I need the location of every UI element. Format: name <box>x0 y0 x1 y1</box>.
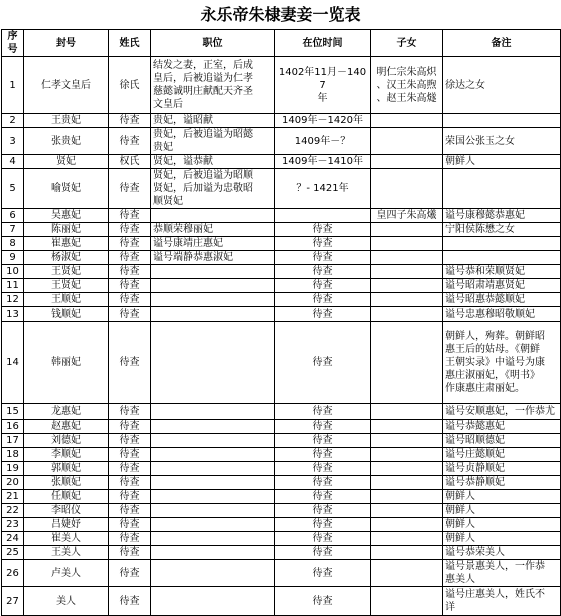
cell-surname: 权氏 <box>109 155 151 169</box>
cell-rank: 王贤妃 <box>24 265 109 279</box>
table-row <box>2 462 561 476</box>
cell-tenure: 待查 <box>275 420 371 434</box>
cell-seq: 16 <box>2 420 24 434</box>
cell-position <box>151 462 275 476</box>
cell-tenure: 1409年－1410年 <box>275 155 371 169</box>
cell-rank: 吕婕妤 <box>24 518 109 532</box>
table-row <box>2 476 561 490</box>
cell-children <box>371 462 443 476</box>
cell-surname: 待查 <box>109 476 151 490</box>
cell-tenure: 待查 <box>275 251 371 265</box>
cell-surname: 待查 <box>109 448 151 462</box>
cell-seq: 11 <box>2 279 24 293</box>
cell-seq: 6 <box>2 209 24 223</box>
header-rank: 封号 <box>24 30 109 57</box>
cell-tenure: 待查 <box>275 587 371 616</box>
cell-children <box>371 322 443 404</box>
cell-remarks <box>443 251 561 265</box>
cell-rank: 王贤妃 <box>24 279 109 293</box>
cell-tenure: 1409年－？ <box>275 128 371 155</box>
cell-seq: 1 <box>2 57 24 114</box>
cell-surname: 待查 <box>109 490 151 504</box>
cell-rank: 赵惠妃 <box>24 420 109 434</box>
cell-position <box>151 448 275 462</box>
cell-rank: 郭顺妃 <box>24 462 109 476</box>
table-row <box>2 518 561 532</box>
cell-remarks: 谥号忠惠穆昭敬顺妃 <box>443 307 561 322</box>
cell-tenure: 待查 <box>275 265 371 279</box>
header-children: 子女 <box>371 30 443 57</box>
cell-position: 谥号端静恭惠淑妃 <box>151 251 275 265</box>
table-row <box>2 448 561 462</box>
cell-surname: 待查 <box>109 279 151 293</box>
cell-children <box>371 504 443 518</box>
cell-position <box>151 404 275 420</box>
cell-position <box>151 265 275 279</box>
consorts-table <box>1 29 561 616</box>
cell-remarks: 谥号昭肃靖惠贤妃 <box>443 279 561 293</box>
cell-children <box>371 279 443 293</box>
cell-remarks: 谥号康穆懿恭惠妃 <box>443 209 561 223</box>
table-row <box>2 560 561 587</box>
cell-rank: 仁孝文皇后 <box>24 57 109 114</box>
cell-seq: 26 <box>2 560 24 587</box>
cell-seq: 18 <box>2 448 24 462</box>
cell-rank: 吴惠妃 <box>24 209 109 223</box>
cell-position <box>151 587 275 616</box>
cell-seq: 4 <box>2 155 24 169</box>
cell-remarks: 宁阳侯陈懋之女 <box>443 223 561 237</box>
cell-seq: 19 <box>2 462 24 476</box>
table-row <box>2 587 561 616</box>
cell-rank: 张贵妃 <box>24 128 109 155</box>
table-row <box>2 307 561 322</box>
cell-remarks: 朝鲜人 <box>443 532 561 546</box>
header-surname: 姓氏 <box>109 30 151 57</box>
cell-remarks: 朝鲜人，殉葬。朝鲜昭 惠王后的姑母。《朝鲜 王朝实录》中谥号为康 惠庄淑丽妃，《明书》 作康惠庄肃丽妃。 <box>443 322 561 404</box>
cell-tenure: 待查 <box>275 504 371 518</box>
cell-tenure: 待查 <box>275 223 371 237</box>
cell-position <box>151 560 275 587</box>
cell-children <box>371 532 443 546</box>
cell-tenure: 待查 <box>275 532 371 546</box>
cell-surname: 待查 <box>109 587 151 616</box>
cell-tenure: 待查 <box>275 293 371 307</box>
cell-position <box>151 420 275 434</box>
cell-position <box>151 490 275 504</box>
cell-surname: 待查 <box>109 560 151 587</box>
table-row <box>2 237 561 251</box>
cell-surname: 待查 <box>109 307 151 322</box>
cell-seq: 23 <box>2 518 24 532</box>
cell-seq: 22 <box>2 504 24 518</box>
cell-position <box>151 518 275 532</box>
cell-surname: 待查 <box>109 114 151 128</box>
cell-remarks: 谥号贞静顺妃 <box>443 462 561 476</box>
header-tenure: 在位时间 <box>275 30 371 57</box>
cell-tenure: 1402年11月－1407 年 <box>275 57 371 114</box>
cell-children <box>371 448 443 462</box>
cell-rank: 喻贤妃 <box>24 169 109 209</box>
cell-remarks: 谥号景惠美人，一作恭 惠美人 <box>443 560 561 587</box>
table-row <box>2 265 561 279</box>
table-row <box>2 114 561 128</box>
table-row <box>2 155 561 169</box>
cell-children <box>371 560 443 587</box>
cell-rank: 陈丽妃 <box>24 223 109 237</box>
cell-remarks: 朝鲜人 <box>443 504 561 518</box>
cell-remarks: 谥号恭荣美人 <box>443 546 561 560</box>
cell-rank: 王贵妃 <box>24 114 109 128</box>
cell-seq: 15 <box>2 404 24 420</box>
cell-tenure: 待查 <box>275 434 371 448</box>
cell-position <box>151 307 275 322</box>
header-position: 职位 <box>151 30 275 57</box>
cell-seq: 24 <box>2 532 24 546</box>
cell-tenure <box>275 209 371 223</box>
cell-remarks: 徐达之女 <box>443 57 561 114</box>
table-row <box>2 546 561 560</box>
cell-position <box>151 279 275 293</box>
cell-children <box>371 420 443 434</box>
cell-seq: 7 <box>2 223 24 237</box>
cell-remarks: 朝鲜人 <box>443 155 561 169</box>
cell-rank: 张顺妃 <box>24 476 109 490</box>
cell-seq: 12 <box>2 293 24 307</box>
cell-tenure: 待查 <box>275 237 371 251</box>
cell-children <box>371 587 443 616</box>
cell-remarks: 谥号恭和荣顺贤妃 <box>443 265 561 279</box>
cell-tenure: 待查 <box>275 448 371 462</box>
cell-position <box>151 546 275 560</box>
cell-seq: 3 <box>2 128 24 155</box>
cell-surname: 待查 <box>109 169 151 209</box>
cell-position: 谥号康靖庄惠妃 <box>151 237 275 251</box>
cell-seq: 25 <box>2 546 24 560</box>
cell-children <box>371 434 443 448</box>
cell-children <box>371 404 443 420</box>
cell-seq: 9 <box>2 251 24 265</box>
cell-surname: 待查 <box>109 237 151 251</box>
cell-children: 明仁宗朱高炽 、汉王朱高煦 、赵王朱高燧 <box>371 57 443 114</box>
cell-remarks: 谥号庄懿顺妃 <box>443 448 561 462</box>
cell-tenure: 待查 <box>275 476 371 490</box>
cell-children <box>371 237 443 251</box>
cell-rank: 王顺妃 <box>24 293 109 307</box>
cell-remarks <box>443 114 561 128</box>
cell-tenure: 待查 <box>275 322 371 404</box>
cell-tenure: 待查 <box>275 518 371 532</box>
cell-remarks: 谥号昭顺德妃 <box>443 434 561 448</box>
cell-surname: 待查 <box>109 420 151 434</box>
cell-seq: 20 <box>2 476 24 490</box>
cell-rank: 韩丽妃 <box>24 322 109 404</box>
cell-tenure: ？- 1421年 <box>275 169 371 209</box>
cell-remarks: 谥号恭懿惠妃 <box>443 420 561 434</box>
cell-children <box>371 265 443 279</box>
cell-position <box>151 532 275 546</box>
cell-tenure: 待查 <box>275 490 371 504</box>
cell-seq: 10 <box>2 265 24 279</box>
cell-rank: 李顺妃 <box>24 448 109 462</box>
cell-surname: 待查 <box>109 265 151 279</box>
cell-rank: 杨淑妃 <box>24 251 109 265</box>
table-row <box>2 209 561 223</box>
cell-surname: 待查 <box>109 546 151 560</box>
cell-seq: 27 <box>2 587 24 616</box>
cell-children <box>371 307 443 322</box>
cell-children <box>371 490 443 504</box>
cell-remarks: 荣国公张玉之女 <box>443 128 561 155</box>
cell-surname: 徐氏 <box>109 57 151 114</box>
table-row <box>2 532 561 546</box>
cell-seq: 8 <box>2 237 24 251</box>
cell-rank: 刘德妃 <box>24 434 109 448</box>
cell-rank: 任顺妃 <box>24 490 109 504</box>
cell-position: 恭顺荣穆丽妃 <box>151 223 275 237</box>
cell-children <box>371 251 443 265</box>
cell-rank: 李昭仪 <box>24 504 109 518</box>
table-row <box>2 251 561 265</box>
cell-surname: 待查 <box>109 293 151 307</box>
cell-rank: 美人 <box>24 587 109 616</box>
cell-remarks: 谥号昭惠恭懿顺妃 <box>443 293 561 307</box>
page-title: 永乐帝朱棣妻妾一览表 <box>200 5 361 24</box>
cell-tenure: 待查 <box>275 279 371 293</box>
cell-surname: 待查 <box>109 209 151 223</box>
cell-rank: 龙惠妃 <box>24 404 109 420</box>
cell-remarks: 谥号恭静顺妃 <box>443 476 561 490</box>
cell-seq: 17 <box>2 434 24 448</box>
cell-position <box>151 476 275 490</box>
cell-position <box>151 209 275 223</box>
table-header <box>2 30 561 57</box>
table-row <box>2 490 561 504</box>
cell-surname: 待查 <box>109 223 151 237</box>
table-row <box>2 504 561 518</box>
cell-children <box>371 223 443 237</box>
cell-tenure: 待查 <box>275 462 371 476</box>
cell-tenure: 待查 <box>275 546 371 560</box>
cell-rank: 王美人 <box>24 546 109 560</box>
cell-position: 贤妃，谥恭献 <box>151 155 275 169</box>
cell-position: 贵妃，后被追谥为昭懿 贵妃 <box>151 128 275 155</box>
header-remarks: 备注 <box>443 30 561 57</box>
cell-tenure: 待查 <box>275 560 371 587</box>
cell-children <box>371 114 443 128</box>
cell-surname: 待查 <box>109 251 151 265</box>
cell-seq: 13 <box>2 307 24 322</box>
table-row <box>2 169 561 209</box>
cell-position: 贵妃，谥昭献 <box>151 114 275 128</box>
cell-children: 皇四子朱高爔 <box>371 209 443 223</box>
cell-rank: 崔惠妃 <box>24 237 109 251</box>
header-seq: 序号 <box>2 30 24 57</box>
cell-children <box>371 518 443 532</box>
table-row <box>2 434 561 448</box>
cell-position: 结发之妻，正室，后成 皇后，后被追谥为仁孝 慈懿诚明庄献配天齐圣 文皇后 <box>151 57 275 114</box>
cell-position <box>151 322 275 404</box>
cell-rank: 卢美人 <box>24 560 109 587</box>
table-row <box>2 404 561 420</box>
cell-surname: 待查 <box>109 504 151 518</box>
cell-children <box>371 169 443 209</box>
cell-tenure: 待查 <box>275 404 371 420</box>
cell-tenure: 1409年－1420年 <box>275 114 371 128</box>
cell-children <box>371 293 443 307</box>
cell-surname: 待查 <box>109 532 151 546</box>
cell-remarks <box>443 237 561 251</box>
table-row <box>2 279 561 293</box>
cell-surname: 待查 <box>109 434 151 448</box>
cell-remarks: 谥号安顺惠妃，一作恭尤 <box>443 404 561 420</box>
cell-remarks: 朝鲜人 <box>443 490 561 504</box>
cell-rank: 钱顺妃 <box>24 307 109 322</box>
cell-rank: 崔美人 <box>24 532 109 546</box>
table-row <box>2 420 561 434</box>
cell-surname: 待查 <box>109 462 151 476</box>
cell-children <box>371 546 443 560</box>
table-row <box>2 293 561 307</box>
table-row <box>2 128 561 155</box>
cell-position <box>151 434 275 448</box>
header-row <box>2 30 561 57</box>
cell-surname: 待查 <box>109 404 151 420</box>
table-row <box>2 223 561 237</box>
cell-position: 贤妃，后被追谥为昭顺 贤妃，后加谥为忠敬昭 顺贤妃 <box>151 169 275 209</box>
cell-position <box>151 504 275 518</box>
cell-seq: 14 <box>2 322 24 404</box>
cell-tenure: 待查 <box>275 307 371 322</box>
cell-position <box>151 293 275 307</box>
cell-surname: 待查 <box>109 128 151 155</box>
table-row <box>2 322 561 404</box>
cell-remarks: 谥号庄惠美人，姓氏不 详 <box>443 587 561 616</box>
cell-remarks: 朝鲜人 <box>443 518 561 532</box>
cell-children <box>371 128 443 155</box>
cell-seq: 5 <box>2 169 24 209</box>
cell-children <box>371 476 443 490</box>
cell-rank: 贤妃 <box>24 155 109 169</box>
cell-children <box>371 155 443 169</box>
cell-surname: 待查 <box>109 322 151 404</box>
cell-remarks <box>443 169 561 209</box>
table-body <box>2 57 561 616</box>
cell-surname: 待查 <box>109 518 151 532</box>
cell-seq: 2 <box>2 114 24 128</box>
cell-seq: 21 <box>2 490 24 504</box>
table-row <box>2 57 561 114</box>
